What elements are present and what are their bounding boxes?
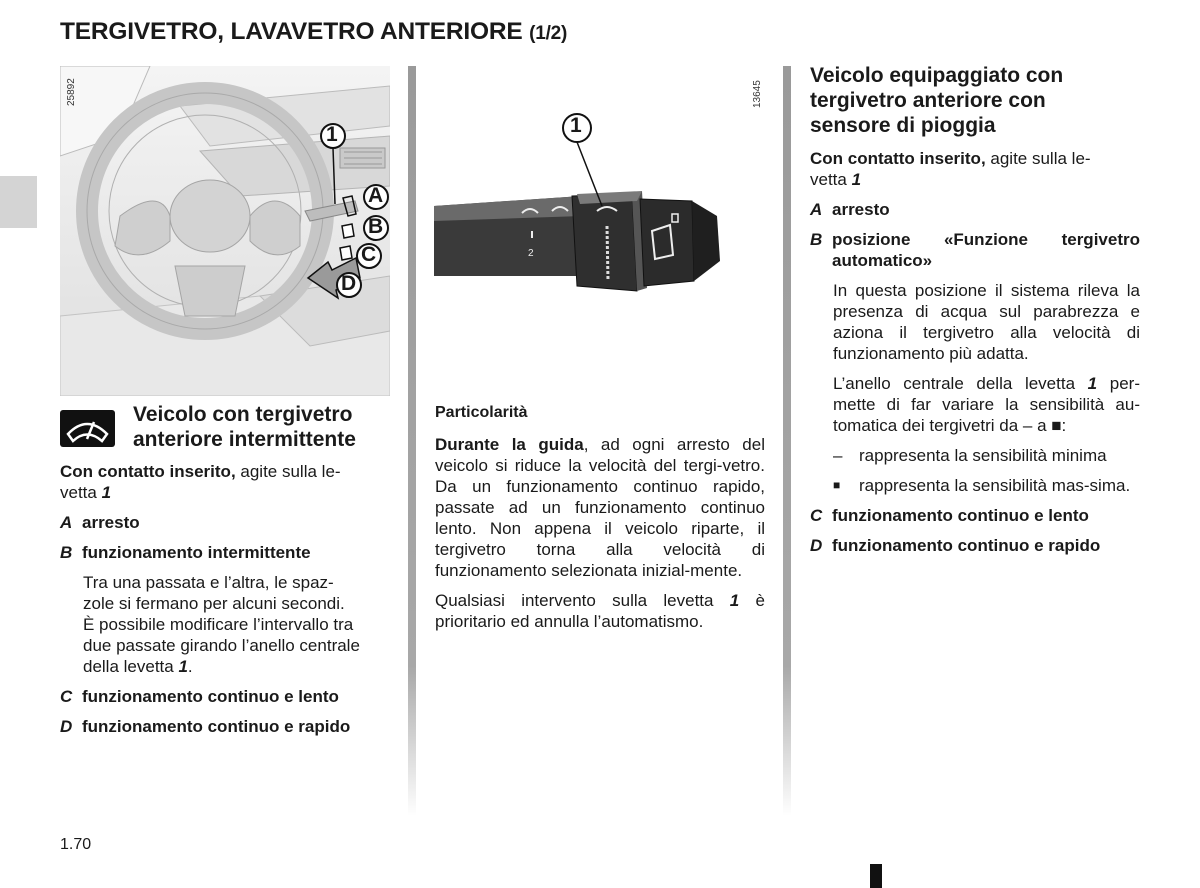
svg-text:2: 2	[528, 248, 534, 259]
figure-number: 25892	[66, 78, 77, 106]
p2-ref: 1	[729, 591, 740, 610]
p1-bold: Durante la guida	[435, 435, 584, 454]
callout-d: D	[341, 272, 357, 295]
dash-text: rappresenta la sensibilità minima	[859, 446, 1107, 465]
heading-line-1: Veicolo con tergivetro	[133, 403, 353, 426]
b-desc-line: Tra una passata e l’altra, le spaz-	[83, 573, 334, 592]
item-key: D	[60, 717, 73, 736]
p2-end: è prioritario ed annulla l’automatismo.	[435, 591, 765, 631]
b-p2-end: per-mette di far variare la sensibilità au-tomatica dei tergivetri da – a ■:	[833, 374, 1140, 435]
wiper-icon	[60, 410, 115, 447]
intro-bold: Con contatto inserito,	[810, 149, 986, 168]
right-heading-text: Veicolo equipaggiato con tergivetro anteriore con sensore di pioggia	[810, 64, 1064, 137]
item-key: B	[60, 543, 73, 562]
item-key: A	[810, 200, 823, 219]
column-divider-right	[783, 66, 791, 816]
item-label: funzionamento continuo e lento	[82, 687, 339, 706]
b-p2-ref: 1	[1087, 374, 1098, 393]
p2-start: Qualsiasi intervento sulla levetta	[435, 591, 730, 610]
middle-column-text	[435, 402, 765, 641]
square-marker: ■	[833, 478, 841, 492]
dashboard-illustration	[60, 66, 390, 396]
stalk-figure-number: 13645	[752, 80, 763, 108]
intro-ref: 1	[101, 483, 112, 502]
b-p2-start: L’anello centrale della levetta	[833, 374, 1088, 393]
item-label: funzionamento continuo e rapido	[832, 536, 1101, 555]
sensitivity-min-item	[810, 445, 1140, 466]
item-key: C	[60, 687, 73, 706]
b-paragraph-2	[810, 373, 1140, 436]
dashboard-figure	[60, 66, 390, 396]
callout-b: B	[368, 215, 384, 238]
list-item	[60, 716, 390, 737]
b-desc-line: due passate girando l’anello centrale	[83, 636, 360, 655]
item-label: arresto	[82, 513, 140, 532]
dash-marker: –	[833, 446, 843, 465]
square-text: rappresenta la sensibilità mas-sima.	[859, 476, 1131, 495]
title-text: TERGIVETRO, LAVAVETRO ANTERIORE	[60, 18, 523, 45]
list-item	[60, 512, 390, 533]
item-label: arresto	[832, 200, 890, 219]
sensitivity-max-item	[810, 475, 1140, 496]
column-divider-left	[408, 66, 416, 816]
list-item	[60, 542, 390, 563]
item-label: posizione «Funzione tergivetro automatico»	[832, 230, 1140, 270]
callout-a: A	[368, 184, 384, 207]
item-key: D	[810, 536, 823, 555]
intro-line-2: vetta	[810, 170, 852, 189]
b-paragraph-1: In questa posizione il sistema rileva la presenza di acqua sul parabrezza e aziona il tergivetro alla velocità di funzionamento più adatta.	[833, 281, 1140, 363]
intro-line-2: vetta	[60, 483, 102, 502]
item-key: B	[810, 230, 823, 249]
right-section-heading	[810, 63, 1110, 138]
stalk-illustration	[432, 66, 772, 326]
callout-1: 1	[326, 123, 338, 146]
p1-rest: , ad ogni arresto del veicolo si riduce la velocità del tergi-vetro. Da un funzionamento continuo rapido, passate ad un funzionamento continuo lento. Non appena il veicolo riparte, il tergivetro torna alla velocità di funzionamento selezionata inizial-mente.	[435, 435, 765, 580]
page-edge-marker	[870, 864, 882, 888]
item-label: funzionamento continuo e lento	[832, 506, 1089, 525]
b-desc-line: della levetta	[83, 657, 179, 676]
chapter-tab	[0, 176, 37, 228]
item-label: funzionamento continuo e rapido	[82, 717, 351, 736]
title-suffix: (1/2)	[529, 23, 568, 44]
b-desc-ref: 1	[178, 657, 188, 676]
b-desc-line: È possibile modificare l’intervallo tra	[83, 615, 354, 634]
stalk-callout-1: 1	[570, 114, 582, 137]
item-label: funzionamento intermittente	[82, 543, 311, 562]
particolarita-heading: Particolarità	[435, 404, 528, 421]
b-desc-line: zole si fermano per alcuni secondi.	[83, 594, 345, 613]
right-column-text	[810, 148, 1140, 565]
left-section-heading	[133, 402, 393, 452]
list-item	[810, 505, 1140, 526]
item-key: C	[810, 506, 823, 525]
item-key: A	[60, 513, 73, 532]
list-item	[810, 229, 1140, 271]
b-desc-end: .	[187, 657, 193, 676]
page-number: 1.70	[60, 836, 92, 853]
stalk-figure	[432, 66, 772, 326]
page-title	[60, 18, 567, 46]
b-description	[60, 572, 390, 677]
callout-c: C	[361, 243, 377, 266]
list-item	[60, 686, 390, 707]
intro-bold: Con contatto inserito,	[60, 462, 236, 481]
intro-rest: agite sulla le-	[985, 149, 1091, 168]
left-column-text	[60, 461, 390, 746]
heading-line-2: anteriore intermittente	[133, 428, 356, 451]
intro-rest: agite sulla le-	[235, 462, 341, 481]
intro-ref: 1	[851, 170, 862, 189]
list-item	[810, 199, 1140, 220]
list-item	[810, 535, 1140, 556]
